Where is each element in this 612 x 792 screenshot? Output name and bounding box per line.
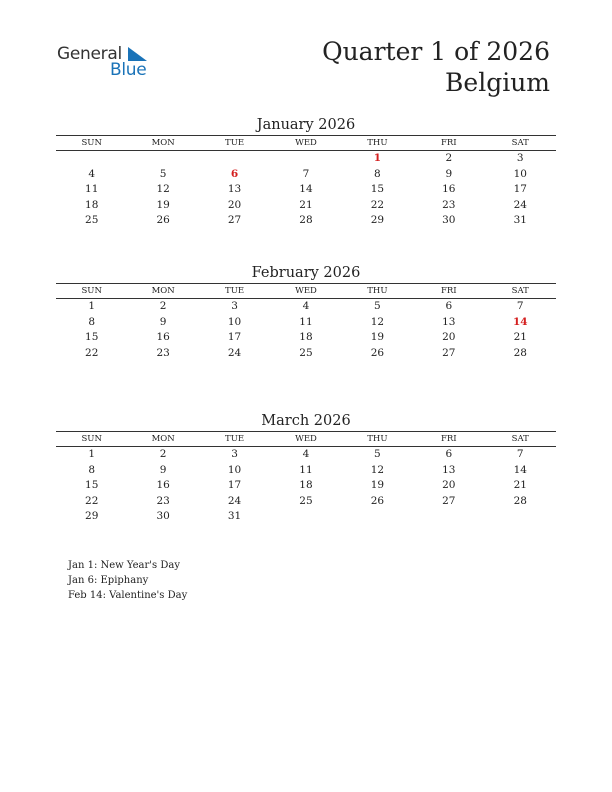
weekday-header: THU — [342, 284, 413, 299]
week-row — [56, 167, 556, 183]
weekday-header: TUE — [199, 284, 270, 299]
day-cell: 13 — [227, 183, 242, 196]
logo-blue-text: Blue — [110, 60, 147, 80]
day-cell: 4 — [302, 300, 310, 312]
day-cell: 23 — [156, 346, 170, 359]
day-cell: 3 — [231, 300, 238, 312]
day-cell: 4 — [302, 448, 310, 460]
day-cell: 9 — [159, 463, 167, 476]
day-cell: 22 — [85, 346, 99, 359]
holiday-note: Jan 6: Epiphany — [68, 575, 149, 586]
day-cell: 27 — [227, 214, 242, 227]
day-cell — [199, 151, 270, 167]
day-cell: 18 — [299, 479, 313, 492]
generalblue-logo — [57, 44, 167, 84]
day-cell: 25 — [299, 494, 313, 507]
month-title: March 2026 — [261, 413, 351, 429]
day-cell — [127, 151, 198, 167]
weekday-header: SUN — [56, 136, 127, 151]
day-cell: 7 — [516, 300, 524, 312]
weekday-header: SAT — [485, 432, 556, 447]
weekday-header: TUE — [199, 432, 270, 447]
day-cell: 24 — [227, 346, 242, 359]
weekday-header: THU — [342, 136, 413, 151]
day-cell: 27 — [442, 494, 456, 507]
day-cell: 6 — [445, 300, 453, 312]
week-row — [56, 198, 556, 214]
page-title — [322, 36, 550, 98]
day-cell: 15 — [85, 479, 99, 492]
weekday-header: FRI — [413, 136, 484, 151]
day-cell: 19 — [370, 331, 385, 344]
month-february — [56, 263, 556, 361]
week-row — [56, 330, 556, 346]
week-row — [56, 494, 556, 510]
day-cell: 8 — [88, 463, 96, 476]
day-cell: 17 — [513, 183, 527, 196]
week-row — [56, 182, 556, 198]
weekday-header: SUN — [56, 432, 127, 447]
day-cell: 21 — [513, 479, 527, 492]
day-cell: 22 — [85, 494, 99, 507]
weekday-header: FRI — [413, 432, 484, 447]
logo-general-text: General — [57, 44, 122, 64]
day-cell: 28 — [299, 214, 313, 227]
day-cell: 14 — [299, 183, 313, 196]
day-cell: 31 — [227, 510, 242, 523]
day-cell: 3 — [516, 152, 524, 164]
day-cell: 11 — [299, 315, 313, 328]
day-cell: 29 — [370, 214, 385, 227]
calendar-grid — [56, 431, 556, 525]
day-cell: 26 — [370, 494, 385, 507]
day-cell: 8 — [374, 167, 381, 180]
day-cell: 11 — [299, 463, 313, 476]
calendar-grid — [56, 135, 556, 229]
day-cell: 13 — [442, 463, 456, 476]
day-cell: 5 — [374, 300, 381, 312]
month-title: February 2026 — [251, 265, 361, 281]
week-row — [56, 509, 556, 525]
day-cell: 17 — [227, 479, 242, 492]
day-cell: 28 — [513, 346, 527, 359]
day-cell: 2 — [159, 300, 167, 312]
weekday-header: THU — [342, 432, 413, 447]
holiday-day-cell: 6 — [230, 167, 239, 180]
day-cell: 10 — [513, 167, 527, 180]
day-cell — [270, 151, 341, 167]
day-cell: 23 — [156, 494, 170, 507]
day-cell: 22 — [370, 198, 385, 211]
week-row — [56, 315, 556, 331]
day-cell: 2 — [445, 152, 453, 164]
day-cell: 16 — [442, 183, 456, 196]
day-cell: 9 — [445, 167, 453, 180]
week-row — [56, 346, 556, 362]
country-title: Belgium — [445, 68, 550, 97]
day-cell: 17 — [227, 331, 242, 344]
day-cell: 15 — [85, 331, 99, 344]
day-cell: 9 — [159, 315, 167, 328]
day-cell: 18 — [299, 331, 313, 344]
day-cell: 19 — [370, 479, 385, 492]
day-cell: 5 — [374, 448, 381, 460]
week-row — [56, 478, 556, 494]
calendar-grid — [56, 283, 556, 361]
day-cell: 6 — [445, 448, 453, 460]
day-cell: 5 — [159, 167, 167, 180]
day-cell: 12 — [156, 183, 170, 196]
day-cell: 7 — [516, 448, 524, 460]
day-cell: 2 — [159, 448, 167, 460]
day-cell: 8 — [88, 315, 96, 328]
day-cell: 30 — [442, 214, 456, 227]
weekday-header: MON — [127, 136, 198, 151]
day-cell: 15 — [370, 183, 385, 196]
week-row — [56, 299, 556, 315]
day-cell: 20 — [442, 479, 456, 492]
holiday-note: Feb 14: Valentine's Day — [68, 590, 188, 601]
day-cell: 24 — [513, 198, 527, 211]
day-cell: 25 — [299, 346, 313, 359]
day-cell — [270, 509, 341, 525]
weekday-header: MON — [127, 432, 198, 447]
day-cell: 12 — [370, 463, 385, 476]
day-cell: 7 — [302, 167, 310, 180]
day-cell: 21 — [513, 331, 527, 344]
day-cell: 13 — [442, 315, 456, 328]
day-cell — [485, 509, 556, 525]
day-cell: 26 — [370, 346, 385, 359]
holiday-note: Jan 1: New Year's Day — [68, 560, 180, 571]
week-row — [56, 463, 556, 479]
weekday-header: TUE — [199, 136, 270, 151]
day-cell: 25 — [85, 214, 99, 227]
day-cell: 16 — [156, 479, 170, 492]
day-cell: 14 — [513, 463, 527, 476]
holiday-day-cell: 14 — [512, 315, 528, 328]
day-cell: 20 — [442, 331, 456, 344]
day-cell: 19 — [156, 198, 170, 211]
weekday-header: SAT — [485, 284, 556, 299]
day-cell: 1 — [88, 448, 96, 460]
day-cell: 1 — [88, 300, 96, 312]
day-cell — [56, 151, 127, 167]
week-row — [56, 213, 556, 229]
day-cell: 16 — [156, 331, 170, 344]
day-cell: 3 — [231, 448, 238, 460]
day-cell: 12 — [370, 315, 385, 328]
day-cell — [413, 509, 484, 525]
day-cell — [342, 509, 413, 525]
holiday-day-cell: 1 — [373, 152, 382, 164]
weekday-header: WED — [270, 136, 341, 151]
month-january — [56, 115, 556, 229]
day-cell: 11 — [85, 183, 99, 196]
weekday-header: WED — [270, 432, 341, 447]
day-cell: 18 — [85, 198, 99, 211]
week-row — [56, 447, 556, 463]
month-march — [56, 411, 556, 525]
day-cell: 26 — [156, 214, 170, 227]
weekday-header: SUN — [56, 284, 127, 299]
weekday-header: SAT — [485, 136, 556, 151]
holiday-notes — [68, 558, 187, 603]
day-cell: 30 — [156, 510, 170, 523]
day-cell: 10 — [227, 463, 242, 476]
day-cell: 21 — [299, 198, 313, 211]
weekday-header: WED — [270, 284, 341, 299]
day-cell: 28 — [513, 494, 527, 507]
month-title: January 2026 — [256, 117, 356, 133]
day-cell: 31 — [513, 214, 527, 227]
day-cell: 27 — [442, 346, 456, 359]
quarter-title: Quarter 1 of 2026 — [322, 37, 550, 66]
day-cell: 10 — [227, 315, 242, 328]
day-cell: 29 — [85, 510, 99, 523]
weekday-header: FRI — [413, 284, 484, 299]
day-cell: 24 — [227, 494, 242, 507]
day-cell: 4 — [88, 167, 96, 180]
weekday-header: MON — [127, 284, 198, 299]
week-row — [56, 151, 556, 167]
day-cell: 20 — [227, 198, 242, 211]
day-cell: 23 — [442, 198, 456, 211]
